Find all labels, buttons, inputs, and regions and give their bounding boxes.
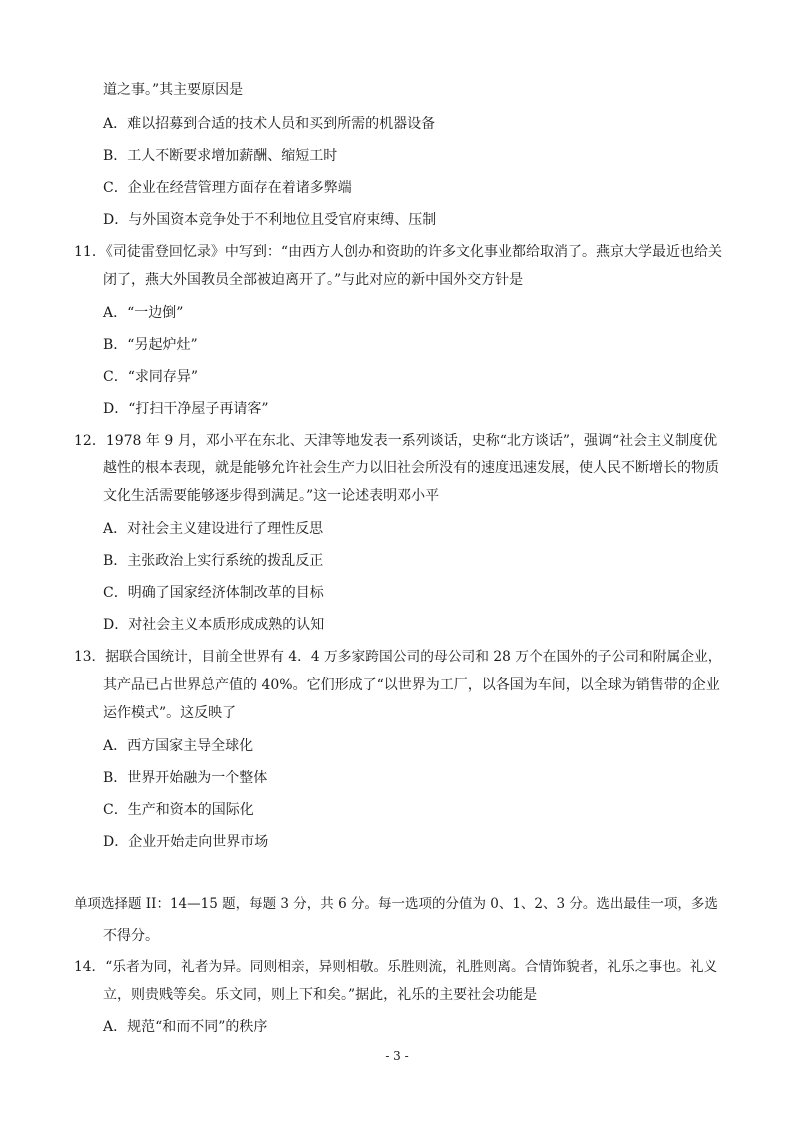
question-12-option-d: D．对社会主义本质形成成熟的认知 [103,617,325,633]
question-13-stem-line-1: 13．据联合国统计，目前全世界有 4．4 万多家跨国公司的母公司和 28 万个在国外的子公司和附属企业， [74,649,722,665]
question-11-option-b: B．“另起炉灶” [103,337,198,353]
question-10-option-a: A．难以招募到合适的技术人员和买到所需的机器设备 [103,116,436,132]
question-12-option-b: B．主张政治上实行系统的拨乱反正 [103,553,324,569]
question-14-option-a: A．规范“和而不同”的秩序 [103,1019,268,1035]
question-12-stem-line-3: 文化生活需要能够逐步得到满足。”这一论述表明邓小平 [103,488,440,504]
question-10-option-b: B．工人不断要求增加薪酬、缩短工时 [103,148,338,164]
question-11-option-a: A．“一边倒” [103,305,184,321]
question-12-option-c: C．明确了国家经济体制改革的目标 [103,585,324,601]
question-10-option-d: D．与外国资本竞争处于不利地位且受官府束缚、压制 [103,212,437,228]
question-13-option-a: A．西方国家主导全球化 [103,738,254,754]
question-11-stem-line-2: 闭了，燕大外国教员全部被迫离开了。”与此对应的新中国外交方针是 [103,272,524,288]
question-14-stem-line-2: 立，则贵贱等矣。乐文同，则上下和矣。”据此，礼乐的主要社会功能是 [103,987,538,1003]
question-13-stem-line-3: 运作模式”。这反映了 [103,705,237,721]
page-number: - 3 - [385,1049,409,1063]
section-heading-line-2: 不得分。 [103,928,159,944]
question-11-stem-line-1: 11．《司徒雷登回忆录》中写到：“由西方人创办和资助的许多文化事业都给取消了。燕京大学最近也给关 [74,244,722,260]
question-12-stem-line-2: 越性的根本表现，就是能够允许社会生产力以旧社会所没有的速度迅速发展，使人民不断增长的物质 [103,460,719,476]
question-13-option-d: D．企业开始走向世界市场 [103,834,269,850]
question-14-stem-line-1: 14．“乐者为同，礼者为异。同则相亲，异则相敬。乐胜则流，礼胜则离。合情饰貌者，礼乐之事也。礼义 [74,959,718,975]
question-13-stem-line-2: 其产品已占世界总产值的 40%。它们形成了“以世界为工厂，以各国为车间，以全球为销售带的企业 [103,677,720,693]
question-10-option-c: C．企业在经营管理方面存在着诸多弊端 [103,180,352,196]
question-12-stem-line-1: 12．1978 年 9 月，邓小平在东北、天津等地发表一系列谈话，史称“北方谈话”，强调“社会主义制度优 [74,433,718,449]
question-11-option-c: C．“求同存异” [103,369,199,385]
question-10-tail: 道之事。”其主要原因是 [103,82,244,98]
question-13-option-b: B．世界开始融为一个整体 [103,770,268,786]
question-13-option-c: C．生产和资本的国际化 [103,802,254,818]
section-heading-line-1: 单项选择题 II：14—15 题，每题 3 分，共 6 分。每一选项的分值为 0、1、2、3 分。选出最佳一项，多选 [74,896,718,912]
question-11-option-d: D．“打扫干净屋子再请客” [103,401,269,417]
question-12-option-a: A．对社会主义建设进行了理性反思 [103,521,324,537]
